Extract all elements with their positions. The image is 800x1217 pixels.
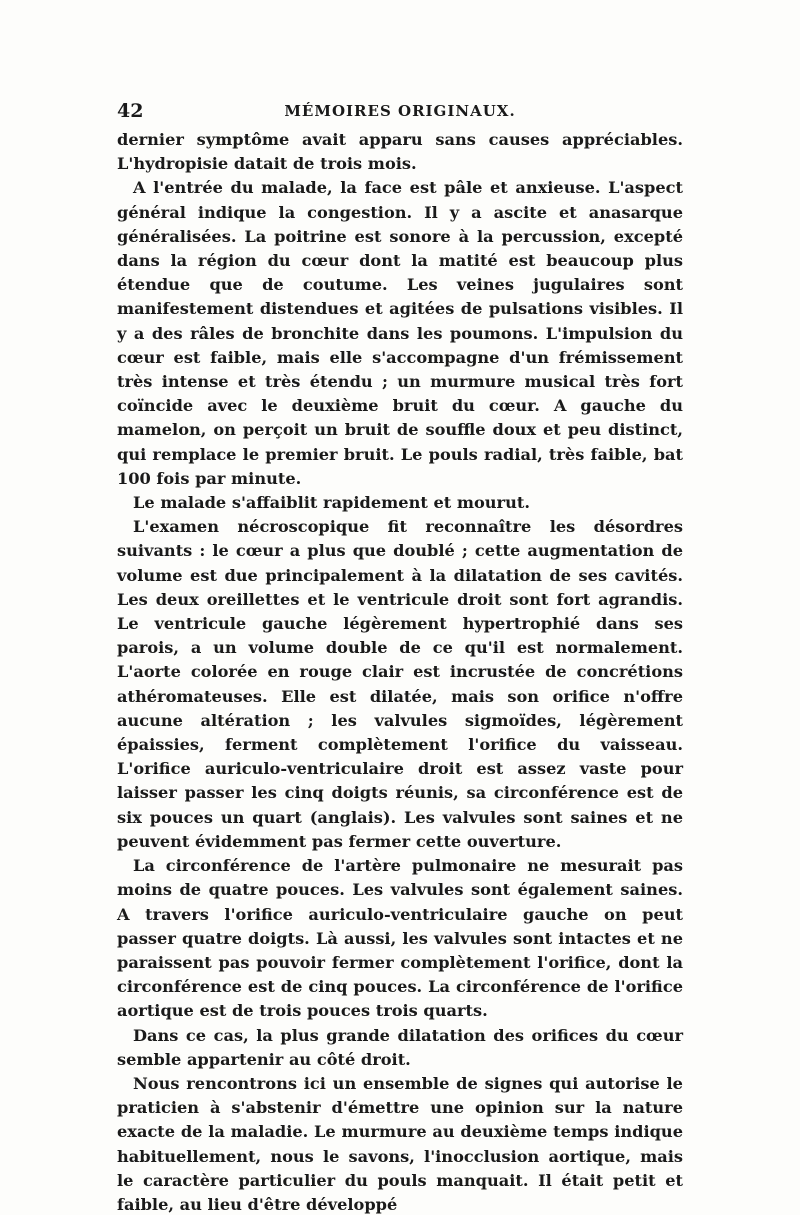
paragraph-autopsy: L'examen nécroscopique fit reconnaître les désordres suivants : le cœur a plus que doublé ; cette augmentation de volume est due principalement à la dilatation de ses cavités. Les deux oreillettes et le ventricule droit sont fort agrandis. Le ventricule gauche légèrement hypertrophié dans ses parois, a un volume double de ce qu'il est normalement. L'aorte colorée en rouge clair est incrustée de concrétions athéromateuses. Elle est dilatée, mais son orifice n'offre aucune altération ; les valvules sigmoïdes, légèrement épaissies, ferment complètement l'orifice du vaisseau. L'orifice auriculo-ventriculaire droit est assez vaste pour laisser passer les cinq doigts réunis, sa circonférence est de six pouces un quart (anglais). Les valvules sont saines et ne peuvent évidemment pas fermer cette ouverture. bbox=[117, 517, 683, 851]
page-number: 42 bbox=[117, 100, 144, 122]
body-text bbox=[117, 128, 683, 1217]
running-header bbox=[117, 100, 683, 126]
paragraph-dilatation: Dans ce cas, la plus grande dilatation des orifices du cœur semble appartenir au côté droit. bbox=[117, 1025, 683, 1069]
paragraph-continued: dernier symptôme avait apparu sans causes appréciables. L'hydropisie datait de trois mois. bbox=[117, 130, 683, 174]
paragraph-death: Le malade s'affaiblit rapidement et mourut. bbox=[133, 493, 530, 513]
paragraph-pulmonary-artery: La circonférence de l'artère pulmonaire ne mesurait pas moins de quatre pouces. Les valvules sont également saines. A travers l'orifice auriculo-ventriculaire gauche on peut passer quatre doigts. Là aussi, les valvules sont intactes et ne paraissent pas pouvoir fermer complètement l'orifice, dont la circonférence est de cinq pouces. La circonférence de l'orifice aortique est de trois pouces trois quarts. bbox=[117, 856, 683, 1021]
paragraph-discussion: Nous rencontrons ici un ensemble de signes qui autorise le praticien à s'abstenir d'émettre une opinion sur la nature exacte de la maladie. Le murmure au deuxième temps indique habituellement, nous le savons, l'inocclusion aortique, mais le caractère particulier du pouls manquait. Il était petit et faible, au lieu d'être développé bbox=[117, 1073, 683, 1214]
paragraph-patient-entry: A l'entrée du malade, la face est pâle et anxieuse. L'aspect général indique la congestion. Il y a ascite et anasarque généralisées. La poitrine est sonore à la percussion, excepté dans la région du cœur dont la matité est beaucoup plus étendue que de coutume. Les veines jugulaires sont manifestement distendues et agitées de pulsations visibles. Il y a des râles de bronchite dans les poumons. L'impulsion du cœur est faible, mais elle s'accompagne d'un frémissement très intense et très étendu ; un murmure musical très fort coïncide avec le deuxième bruit du cœur. A gauche du mamelon, on perçoit un bruit de souffle doux et peu distinct, qui remplace le premier bruit. Le pouls radial, très faible, bat 100 fois par minute. bbox=[117, 178, 683, 488]
running-title: MÉMOIRES ORIGINAUX. bbox=[284, 102, 516, 120]
